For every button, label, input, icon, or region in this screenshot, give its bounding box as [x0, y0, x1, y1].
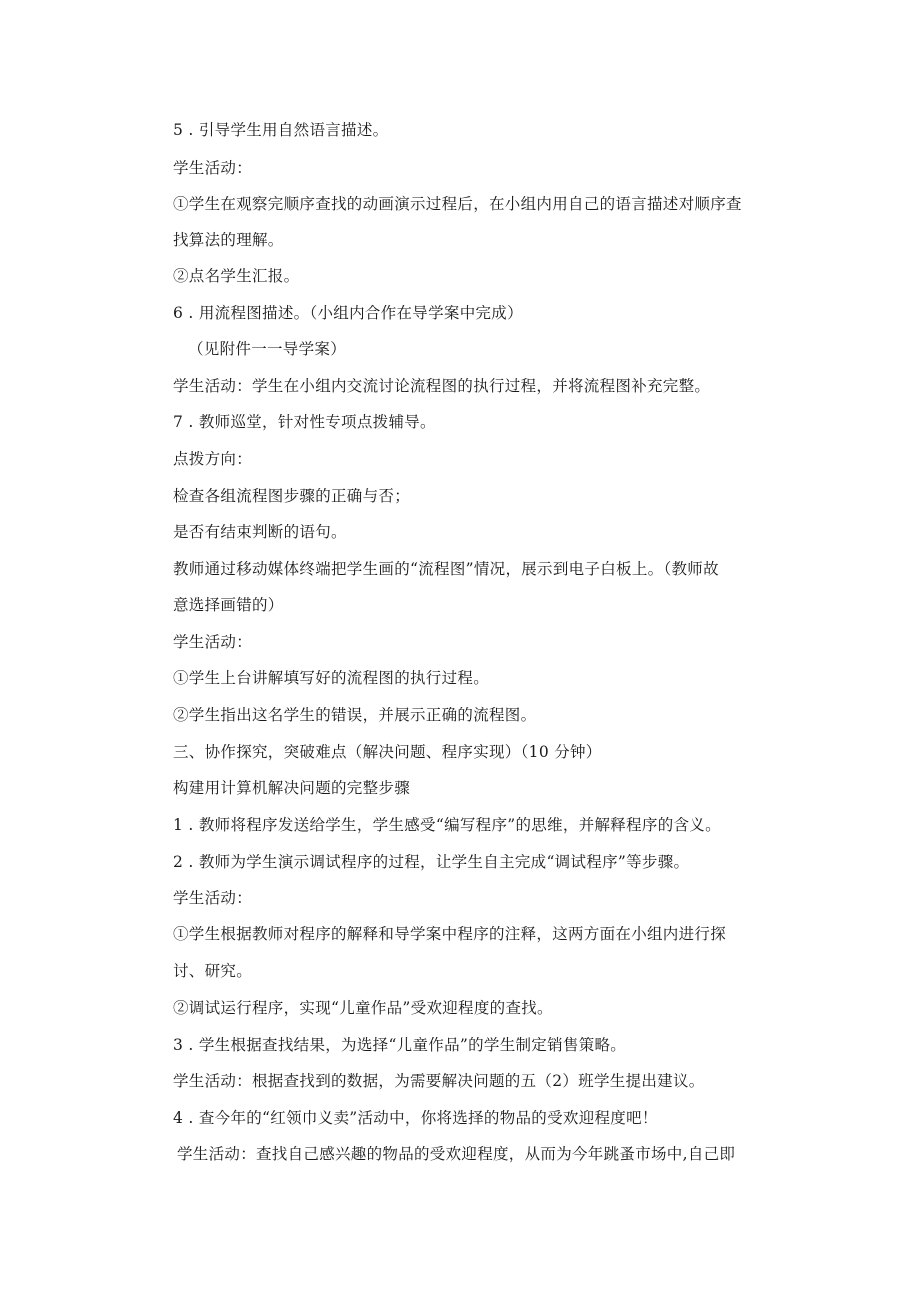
student-activity-label: 学生活动：: [173, 889, 253, 907]
step-3-heading: 3 . 学生根据查找结果，为选择“儿童作品”的学生制定销售策略。: [173, 1036, 627, 1054]
step-4-heading: 4 . 查今年的“红领巾义卖”活动中，你将选择的物品的受欢迎程度吧！: [173, 1109, 658, 1127]
paragraph-line: 找算法的理解。: [173, 231, 284, 249]
paragraph-line: 学生活动：根据查找到的数据，为需要解决问题的五（2）班学生提出建议。: [173, 1072, 705, 1090]
step-7-heading: 7 . 教师巡堂，针对性专项点拨辅导。: [173, 413, 436, 431]
student-activity-label: 学生活动：: [173, 159, 253, 177]
paragraph-line: 意选择画错的）: [173, 596, 284, 614]
paragraph-line: ①学生在观察完顺序查找的动画演示过程后，在小组内用自己的语言描述对顺序查: [173, 195, 742, 213]
guidance-label: 点拨方向：: [173, 450, 253, 468]
step-2-heading: 2 . 教师为学生演示调试程序的过程，让学生自主完成“调试程序”等步骤。: [173, 853, 690, 871]
step-5-heading: 5 . 引导学生用自然语言描述。: [173, 121, 389, 139]
step-6-heading: 6 . 用流程图描述。（小组内合作在导学案中完成）: [173, 304, 523, 322]
paragraph-line: 构建用计算机解决问题的完整步骤: [173, 779, 411, 797]
attachment-note: （见附件一一导学案）: [188, 340, 347, 358]
section-3-heading: 三、协作探究，突破难点（解决问题、程序实现）（10 分钟）: [173, 743, 602, 761]
paragraph-line: 学生活动：查找自己感兴趣的物品的受欢迎程度，从而为今年跳蚤市场中,自己即: [177, 1145, 736, 1163]
paragraph-line: 是否有结束判断的语句。: [173, 523, 347, 541]
paragraph-line: ②调试运行程序，实现“儿童作品”受欢迎程度的查找。: [173, 999, 553, 1017]
paragraph-line: 学生活动：学生在小组内交流讨论流程图的执行过程，并将流程图补充完整。: [173, 377, 711, 395]
paragraph-line: 检查各组流程图步骤的正确与否；: [173, 487, 411, 505]
paragraph-line: ②点名学生汇报。: [173, 267, 300, 285]
paragraph-line: ①学生根据教师对程序的解释和导学案中程序的注释，这两方面在小组内进行探: [173, 925, 727, 943]
student-activity-label: 学生活动：: [173, 633, 253, 651]
paragraph-line: 教师通过移动媒体终端把学生画的“流程图”情况，展示到电子白板上。（教师故: [173, 560, 719, 578]
paragraph-line: 讨、研究。: [173, 962, 253, 980]
paragraph-line: ①学生上台讲解填写好的流程图的执行过程。: [173, 669, 490, 687]
paragraph-line: ②学生指出这名学生的错误，并展示正确的流程图。: [173, 706, 537, 724]
step-1-heading: 1 . 教师将程序发送给学生，学生感受“编写程序”的思维，并解释程序的含义。: [173, 816, 721, 834]
